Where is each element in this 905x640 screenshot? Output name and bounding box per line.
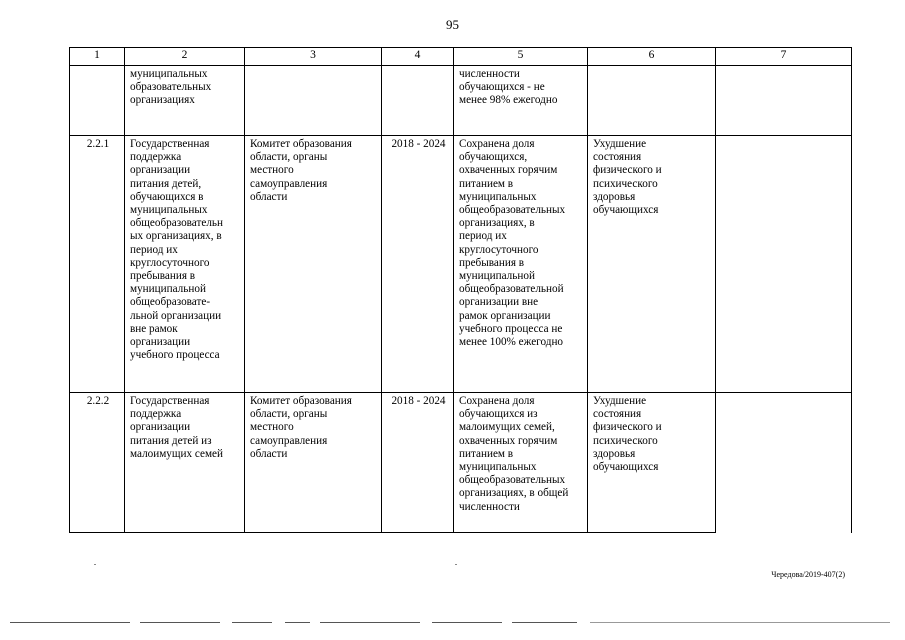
row-period: 2018 - 2024 (382, 393, 454, 533)
header-col-1: 1 (70, 48, 125, 66)
row-event: Государственная поддержка организации питания детей, обучающихся в муниципальных общеобразовательн ых организациях, в период их круглосуточного пребывания в муниципальной общеобразовате- льной организации вне рамок организации учебного процесса (125, 136, 245, 393)
row-consequence: Ухудшение состояния физического и психического здоровья обучающихся (588, 393, 716, 533)
scan-artifact-line (140, 622, 220, 623)
row-result: Сохранена доля обучающихся, охваченных горячим питанием в муниципальных общеобразовательных организациях, в период их круглосуточного пребывания в муниципальной общеобразовательной организации вне рамок организации учебного процесса не менее 100% ежегодно (454, 136, 588, 393)
scan-artifact-line (285, 622, 310, 623)
row-number: 2.2.2 (70, 393, 125, 533)
document-code: Чередова/2019-407(2) (771, 570, 845, 579)
row-result: численности обучающихся - не менее 98% ежегодно (454, 66, 588, 136)
row-event: Государственная поддержка организации питания детей из малоимущих семей (125, 393, 245, 533)
page-number: 95 (446, 17, 459, 32)
scan-artifact-line (432, 622, 502, 623)
scan-speck (455, 564, 457, 565)
header-col-4: 4 (382, 48, 454, 66)
header-col-5: 5 (454, 48, 588, 66)
row-executor: Комитет образования области, органы местного самоуправления области (245, 136, 382, 393)
scan-artifact-line (512, 622, 577, 623)
header-col-6: 6 (588, 48, 716, 66)
row-executor: Комитет образования области, органы местного самоуправления области (245, 393, 382, 533)
table-row (70, 393, 852, 533)
header-row (70, 48, 852, 66)
row-consequence (588, 66, 716, 136)
scan-artifact-line (10, 622, 130, 623)
row-number: 2.2.1 (70, 136, 125, 393)
table-row (70, 136, 852, 393)
header-col-3: 3 (245, 48, 382, 66)
row-consequence: Ухудшение состояния физического и психического здоровья обучающихся (588, 136, 716, 393)
row-executor (245, 66, 382, 136)
row-number (70, 66, 125, 136)
row-col7 (716, 136, 852, 393)
scan-artifact-line (232, 622, 272, 623)
scan-artifact-line (320, 622, 420, 623)
program-table (69, 47, 852, 533)
row-col7 (716, 66, 852, 136)
row-period: 2018 - 2024 (382, 136, 454, 393)
scan-artifact-line (590, 622, 890, 623)
scan-speck (94, 564, 96, 565)
row-event: муниципальных образовательных организациях (125, 66, 245, 136)
header-col-2: 2 (125, 48, 245, 66)
row-period (382, 66, 454, 136)
row-result: Сохранена доля обучающихся из малоимущих семей, охваченных горячим питанием в муниципальных общеобразовательных организациях, в общей численности (454, 393, 588, 533)
header-col-7: 7 (716, 48, 852, 66)
row-col7 (716, 393, 852, 533)
table-row (70, 66, 852, 136)
